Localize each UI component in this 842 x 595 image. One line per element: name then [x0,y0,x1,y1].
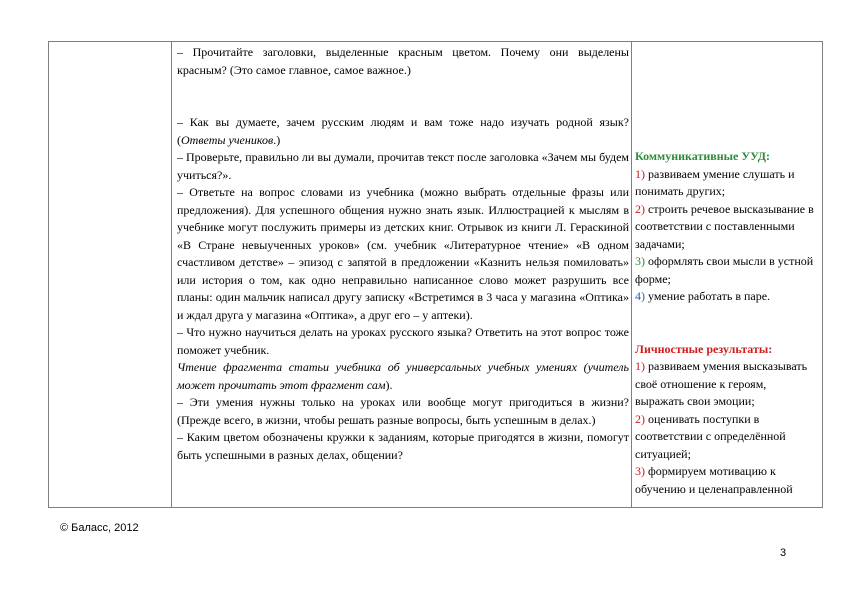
uud-item [635,288,818,306]
uud-column [635,148,818,498]
copyright-notice: © Баласс, 2012 [60,522,139,534]
paragraph-italic: Чтение фрагмента статьи учебника об универсальных учебных умениях (учитель может прочитать этот фрагмент сам [177,360,629,392]
column-divider [171,42,172,507]
paragraph-italic: Ответы учеников [181,132,274,147]
paragraph [177,359,629,394]
paragraph: – Проверьте, правильно ли вы думали, прочитав текст после заголовка «Зачем мы будем учиться?». [177,150,629,182]
paragraph: – Прочитайте заголовки, выделенные красным цветом. Почему они выделены красным? (Это самое главное, самое важное.) [177,45,629,77]
activity-column [177,44,629,464]
paragraph: – Что нужно научиться делать на уроках русского языка? Ответить на этот вопрос тоже поможет учебник. [177,325,629,357]
item-number: 1) [635,359,645,373]
item-text: умение работать в паре. [645,289,771,303]
paragraph-text: – Как вы думаете, зачем русским людям и вам тоже надо изучать родной язык? ( [177,115,629,147]
uud-item [635,463,818,498]
paragraph: – Каким цветом обозначены кружки к заданиям, которые пригодятся в жизни, помогут быть успешными в разных делах, общении? [177,430,629,462]
item-number: 4) [635,289,645,303]
blank-gap [635,306,818,324]
item-text: развиваем умения высказывать своё отношение к героям, выражать свои эмоции; [635,359,808,408]
page-number: 3 [780,547,787,559]
item-number: 2) [635,411,645,426]
paragraph: – Эти умения нужны только на уроках или вообще могут пригодиться в жизни? (Прежде всего, в жизни, чтобы решать разные вопросы, быть успешным в делах.) [177,395,629,427]
uud-item [635,411,818,464]
uud-item [635,358,818,411]
personal-results-heading: Личностные результаты: [635,341,773,356]
item-text: строить речевое высказывание в соответствии с поставленными задачами; [635,201,814,251]
item-text: формируем мотивацию к обучению и целенаправленной [635,464,793,496]
blank-gap [635,323,818,341]
paragraph-text: .) [273,132,281,147]
paragraph [177,114,629,149]
uud-item [635,166,818,201]
item-number: 3) [635,464,645,478]
item-number: 1) [635,166,645,181]
item-number: 2) [635,201,645,216]
item-text: оформлять свои мысли в устной форме; [635,254,814,286]
item-text: оценивать поступки в соответствии с определённой ситуацией; [635,411,786,461]
column-divider [631,42,632,507]
uud-item [635,253,818,288]
lesson-table [48,41,823,508]
item-text: развиваем умение слушать и понимать других; [635,166,795,198]
communicative-uud-heading: Коммуникативные УУД: [635,149,771,163]
paragraph: – Ответьте на вопрос словами из учебника (можно выбрать отдельные фразы или предложения). Для успешного общения нужно знать язык. Иллюстрацией к мыслям в учебнике могут послужить примеры из детских книг. Отрывок из книги Л. Гераскиной «В Стране невыученных уроков» (см. учебник «Литературное чтение» «В одном счастливом детстве» – эпизод с запятой в предложении «Казнить нельзя помиловать» или история о том, как одно неправильно написанное слово может разрушить все планы: один мальчик написал другу записку «Встретимся в 3 часа у магазина «Оптика» и ждал друга у магазина «Оптика», а друг его – у аптеки). [177,185,629,322]
blank-gap [177,79,629,114]
item-number: 3) [635,254,645,268]
paragraph-text: ). [385,377,393,392]
uud-item [635,201,818,254]
